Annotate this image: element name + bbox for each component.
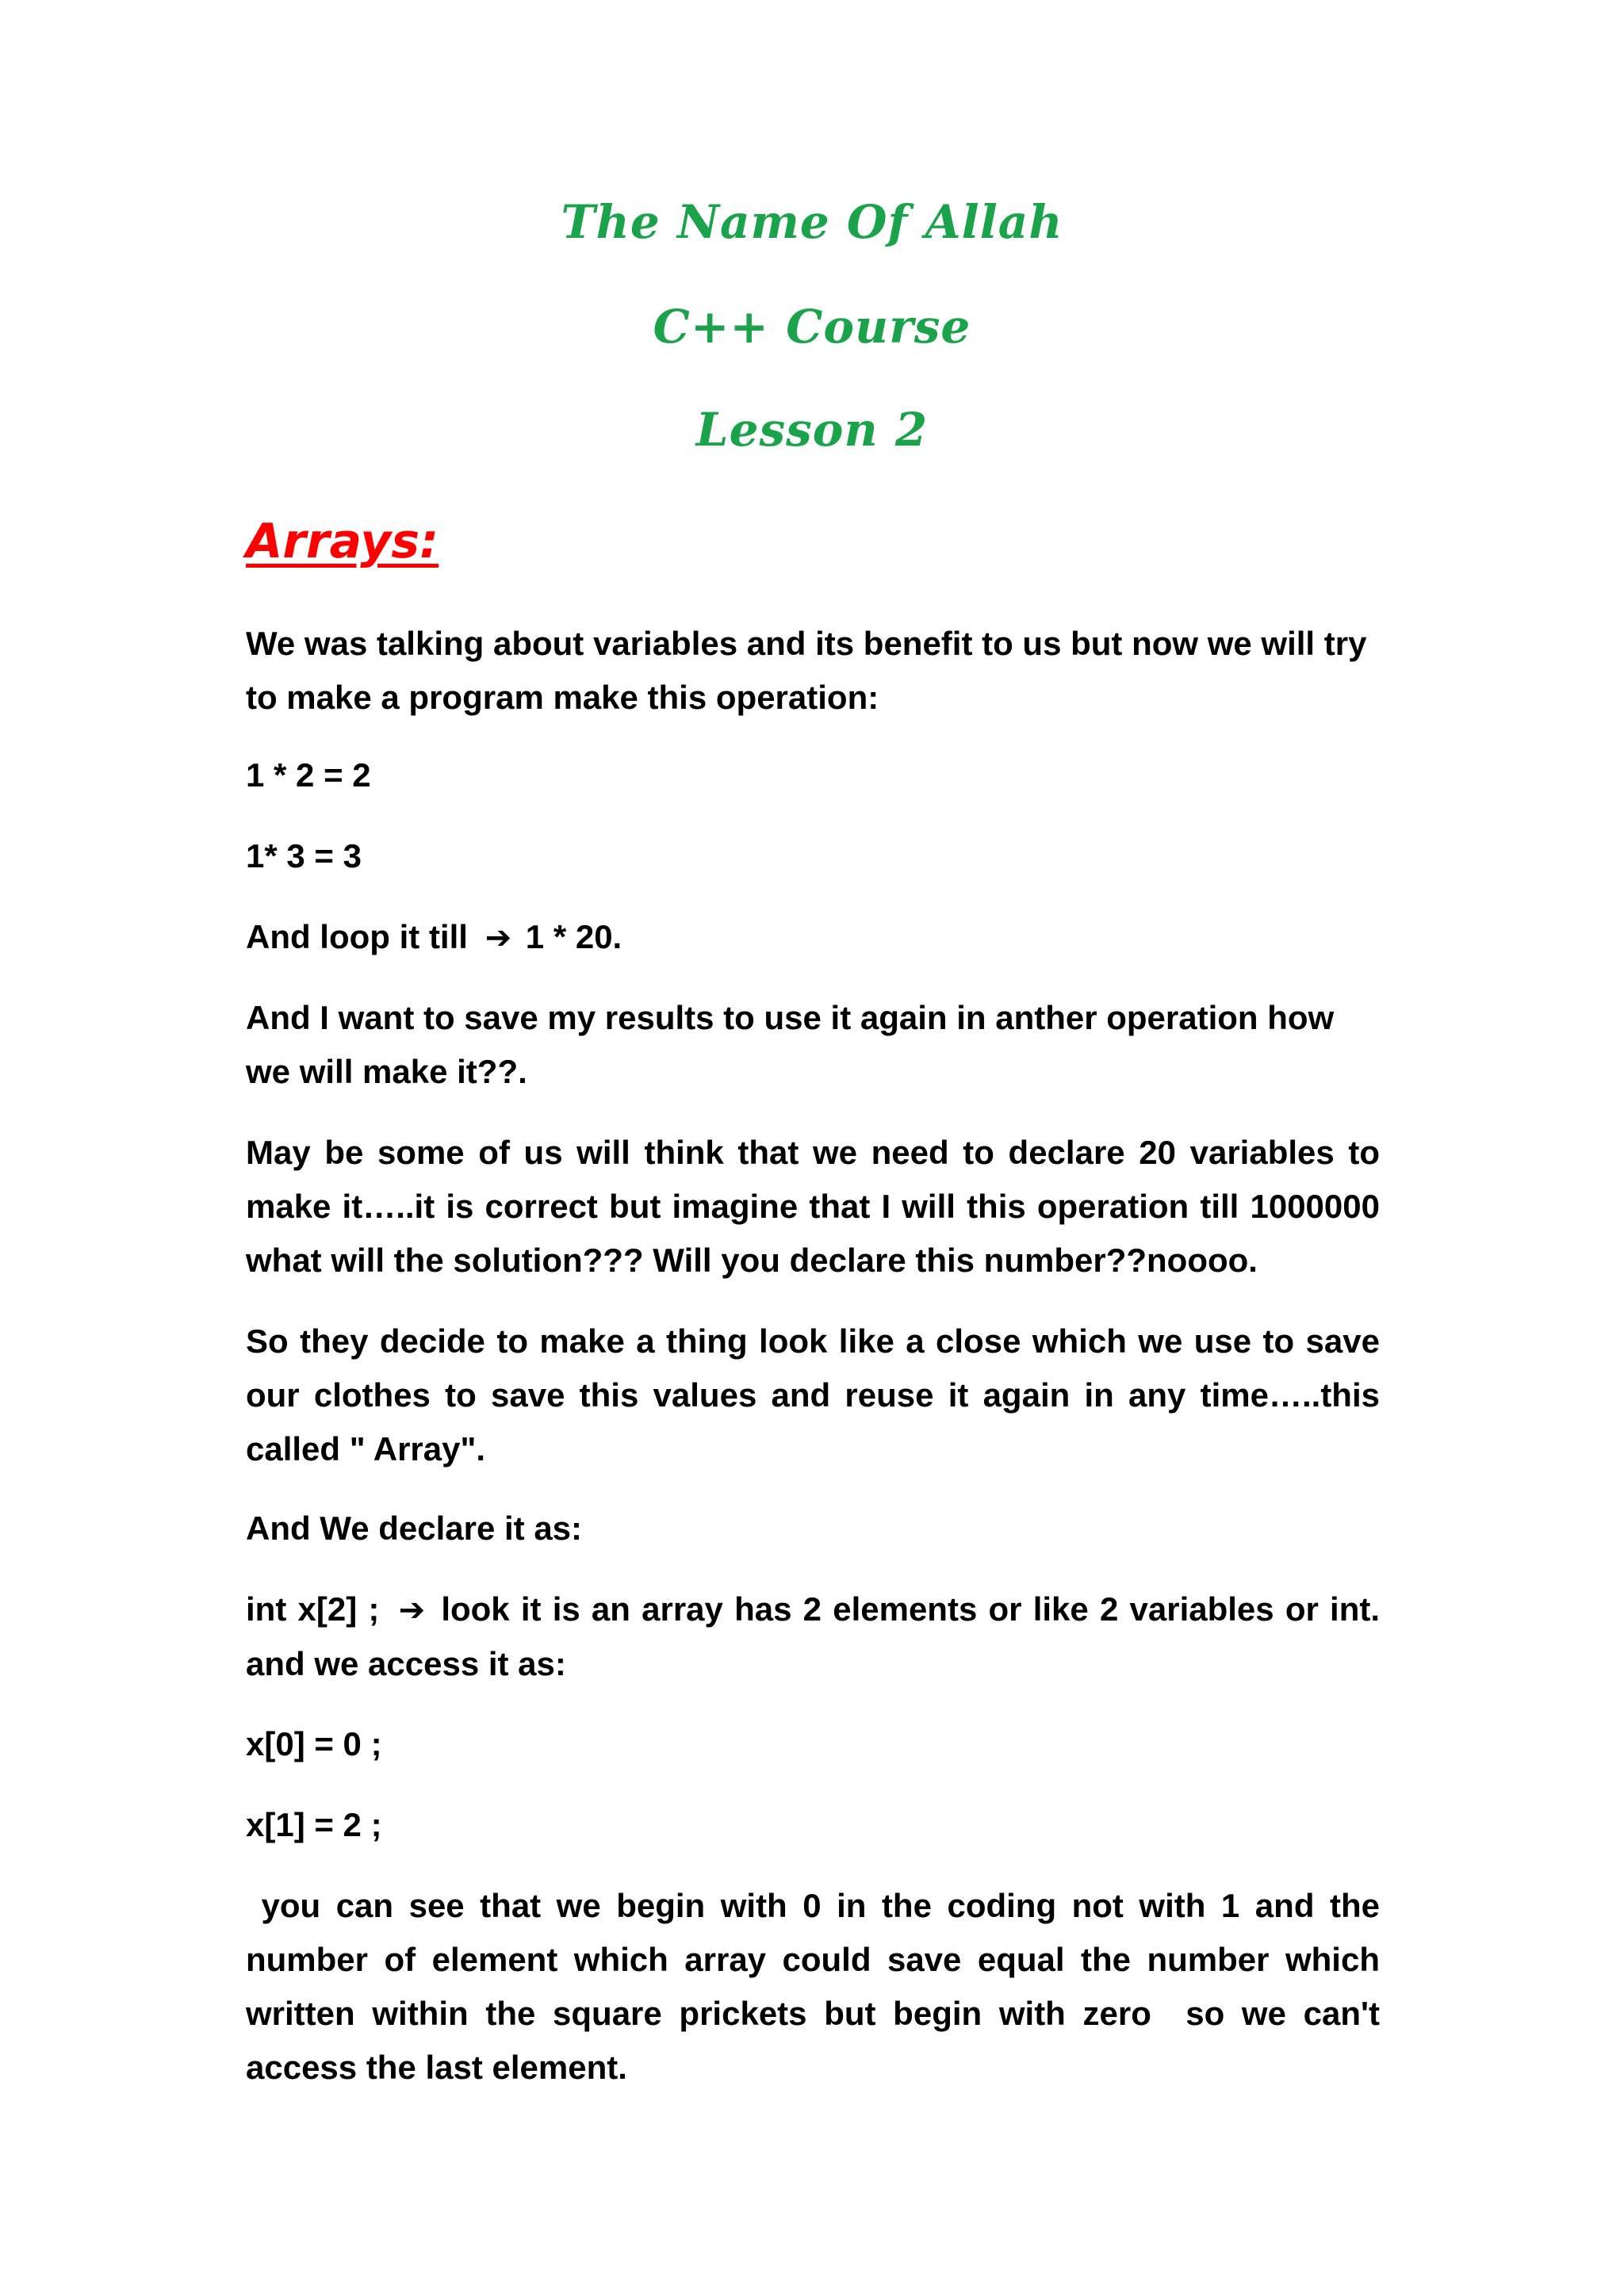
code-line-x1: x[1] = 2 ; xyxy=(246,1806,382,1843)
lesson-title: Lesson 2 xyxy=(695,403,929,457)
section-heading-arrays: Arrays: xyxy=(246,514,439,569)
paragraph-array-concept: So they decide to make a thing look like a close which we use to save our clothes to save this values and reuse it again in any time…..this called " Array". xyxy=(246,1322,1380,1468)
right-arrow-icon: ➔ xyxy=(398,1592,426,1628)
paragraph-intro: We was talking about variables and its benefit to us but now we will try to make a program make this operation: xyxy=(246,625,1367,716)
header-title: The Name Of Allah xyxy=(561,195,1063,249)
example-line-2: 1* 3 = 3 xyxy=(246,837,362,874)
loop-text-after: 1 * 20. xyxy=(525,918,622,955)
paragraph-save-results: And I want to save my results to use it again in anther operation how we will make it??. xyxy=(246,999,1335,1090)
paragraph-declare-variables: May be some of us will think that we need to declare 20 variables to make it…..it is correct but imagine that I will this operation till 1000000 what will the solution??? Will you declare this number??noooo. xyxy=(246,1134,1380,1279)
paragraph-declare-as: And We declare it as: xyxy=(246,1510,583,1547)
paragraph-zero-index: you can see that we begin with 0 in the coding not with 1 and the number of element which array could save equal the number which written within the square prickets but begin with zero so we can't access the last element. xyxy=(246,1887,1389,2086)
course-title: C++ Course xyxy=(653,300,971,354)
example-line-1: 1 * 2 = 2 xyxy=(246,756,371,794)
code-declaration: int x[2] ; xyxy=(246,1590,380,1628)
declaration-explanation: look it is an array has 2 elements or like 2 variables or int. and we access it as: xyxy=(246,1590,1381,1682)
loop-text-before: And loop it till xyxy=(246,918,468,955)
paragraph-int-array xyxy=(246,1582,1380,1691)
paragraph-loop xyxy=(246,910,1380,965)
right-arrow-icon: ➔ xyxy=(485,920,512,956)
code-line-x0: x[0] = 0 ; xyxy=(246,1725,382,1762)
